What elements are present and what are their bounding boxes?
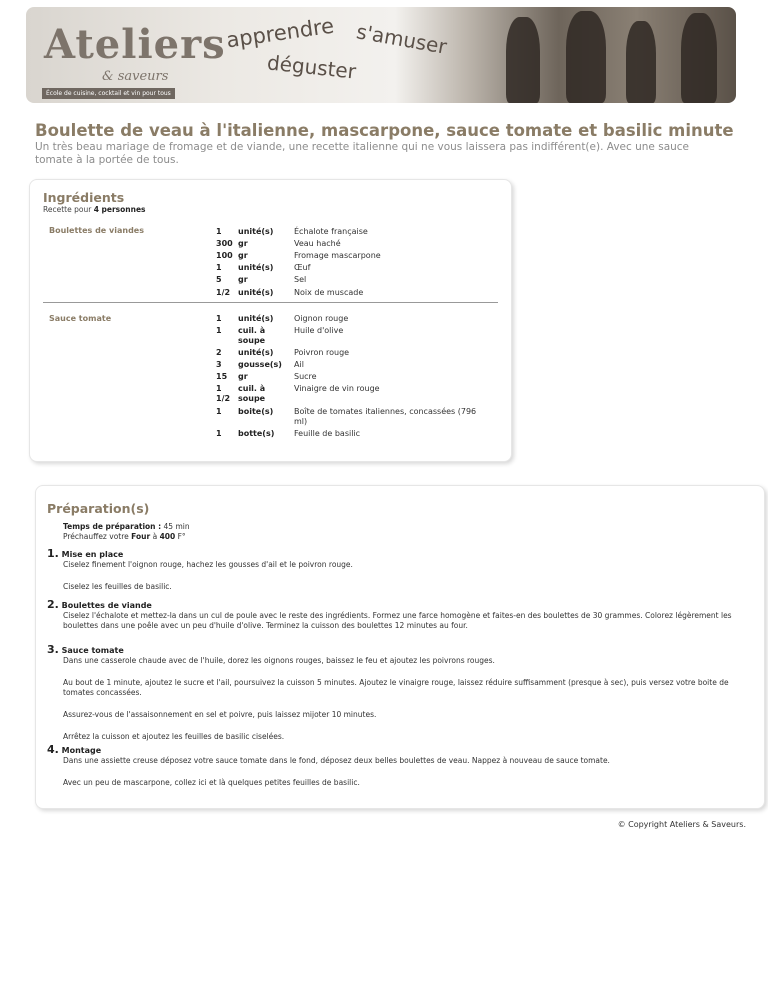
ingredient-qty: 1 <box>216 407 222 416</box>
prep-step-4 <box>47 744 737 788</box>
ingredient-unit: gr <box>238 275 248 284</box>
step-title: Boulettes de viande <box>61 601 152 610</box>
servings <box>43 205 146 214</box>
ingredient-name: Échalote française <box>294 227 368 236</box>
ingredient-name: Feuille de basilic <box>294 429 361 438</box>
ingredient-unit: cuil. à soupe <box>238 326 266 345</box>
ingredient-unit: boite(s) <box>238 407 274 416</box>
ingredient-unit: botte(s) <box>238 429 275 438</box>
copyright-notice: © Copyright Ateliers & Saveurs. <box>617 820 746 829</box>
logo-text: Ateliers <box>44 21 226 68</box>
ingredient-qty: 300 <box>216 239 233 248</box>
banner-word-apprendre: apprendre <box>224 13 336 53</box>
ingredient-name: Ail <box>294 360 304 369</box>
step-paragraph: Dans une assiette creuse déposez votre sauce tomate dans le fond, déposez deux belles boulettes de veau. Nappez à nouveau de sauce tomate. <box>63 756 610 765</box>
ingredient-qty: 1 <box>216 326 222 335</box>
ingredient-qty: 1 <box>216 227 222 236</box>
logo-subtitle: & saveurs <box>102 69 169 84</box>
step-number: 4. <box>47 743 59 756</box>
servings-prefix: Recette pour <box>43 205 92 214</box>
step-heading <box>47 744 737 756</box>
ingredient-unit: gr <box>238 251 248 260</box>
group-label-sauce-tomate: Sauce tomate <box>49 314 112 323</box>
prep-time-block <box>63 522 190 542</box>
step-paragraph: Ciselez finement l'oignon rouge, hachez les gousses d'ail et le poivron rouge. <box>63 560 353 569</box>
banner-word-deguster: déguster <box>265 50 358 84</box>
ingredient-qty: 1 <box>216 263 222 272</box>
ingredient-name: Poivron rouge <box>294 348 350 357</box>
step-title: Montage <box>61 746 102 755</box>
recipe-title: Boulette de veau à l'italienne, mascarpone, sauce tomate et basilic minute <box>35 121 734 140</box>
prep-step-1 <box>47 548 737 592</box>
step-paragraph: Dans une casserole chaude avec de l'huile, dorez les oignons rouges, baissez le feu et ajoutez les poivrons rouges. <box>63 656 495 665</box>
step-heading <box>47 644 737 656</box>
prep-step-3 <box>47 644 737 742</box>
preparation-panel <box>35 485 765 809</box>
ingredient-unit: unité(s) <box>238 348 274 357</box>
ingredient-unit: gousse(s) <box>238 360 282 369</box>
prep-time-value: 45 min <box>163 522 190 531</box>
ingredient-unit: cuil. à soupe <box>238 384 266 403</box>
ingredient-name: Œuf <box>294 263 311 272</box>
ingredients-panel <box>29 179 512 462</box>
group-label-boulettes: Boulettes de viandes <box>49 226 144 235</box>
step-heading <box>47 599 737 611</box>
step-number: 3. <box>47 643 59 656</box>
logo-tagline: École de cuisine, cocktail et vin pour tous <box>42 88 175 99</box>
step-paragraph: Ciselez les feuilles de basilic. <box>63 582 172 591</box>
step-paragraph: Avec un peu de mascarpone, collez ici et là quelques petites feuilles de basilic. <box>63 778 360 787</box>
preheat-appliance: Four <box>131 532 151 541</box>
ingredient-qty: 2 <box>216 348 222 357</box>
preparation-heading: Préparation(s) <box>47 501 150 516</box>
ingredient-name: Noix de muscade <box>294 288 364 297</box>
banner-photo-figure <box>626 21 656 103</box>
ingredient-name: Sucre <box>294 372 317 381</box>
ingredient-name: Vinaigre de vin rouge <box>294 384 380 393</box>
preheat-prefix: Préchauffez votre <box>63 532 129 541</box>
prep-time-label: Temps de préparation : <box>63 522 162 531</box>
step-paragraph: Au bout de 1 minute, ajoutez le sucre et l'ail, poursuivez la cuisson 5 minutes. Ajoutez le vinaigre rouge, laissez réduire suffisamment (presque à sec), puis versez votre boite de tomates concassées. <box>63 678 729 697</box>
step-number: 2. <box>47 598 59 611</box>
group-divider <box>43 302 498 303</box>
step-paragraph: Ciselez l'échalote et mettez-la dans un cul de poule avec le reste des ingrédients. Formez une farce homogène et faites-en des boulettes de 30 grammes. Colorez légèrement les boulettes dans une poêle avec un peu d'huile d'olive. Terminez la cuisson des boulettes 12 minutes au four. <box>63 611 732 630</box>
ingredient-unit: gr <box>238 372 248 381</box>
header-banner <box>26 7 736 103</box>
banner-photo-figure <box>681 13 717 103</box>
banner-word-samuser: s'amuser <box>354 19 449 59</box>
banner-photo-figure <box>506 17 540 103</box>
ingredient-qty: 5 <box>216 275 222 284</box>
ingredient-unit: unité(s) <box>238 288 274 297</box>
ingredient-qty: 15 <box>216 372 228 381</box>
ingredient-qty: 3 <box>216 360 222 369</box>
ingredient-name: Boîte de tomates italiennes, concassées (796 ml) <box>294 407 477 426</box>
ingredient-qty: 1 <box>216 429 222 438</box>
ingredients-heading: Ingrédients <box>43 190 125 205</box>
preheat-mid: à <box>152 532 158 541</box>
ingredient-name: Fromage mascarpone <box>294 251 381 260</box>
step-heading <box>47 548 737 560</box>
recipe-intro: Un très beau mariage de fromage et de viande, une recette italienne qui ne vous laissera pas indifférent(e). Avec une sauce tomate à la portée de tous. <box>35 141 690 166</box>
ingredient-qty: 1 <box>216 314 222 323</box>
preheat-temp: 400 <box>159 532 176 541</box>
ingredient-unit: unité(s) <box>238 227 274 236</box>
banner-photo-figure <box>566 11 606 103</box>
prep-step-2 <box>47 599 737 631</box>
preheat-unit: F° <box>177 532 186 541</box>
ingredient-unit: unité(s) <box>238 263 274 272</box>
step-title: Sauce tomate <box>61 646 124 655</box>
step-number: 1. <box>47 547 59 560</box>
ingredient-name: Oignon rouge <box>294 314 349 323</box>
ingredient-unit: gr <box>238 239 248 248</box>
ingredient-unit: unité(s) <box>238 314 274 323</box>
step-paragraph: Assurez-vous de l'assaisonnement en sel et poivre, puis laissez mijoter 10 minutes. <box>63 710 377 719</box>
servings-value: 4 personnes <box>93 205 146 214</box>
ingredient-name: Huile d'olive <box>294 326 344 335</box>
ingredient-qty: 1/2 <box>216 288 231 297</box>
ingredient-name: Sel <box>294 275 307 284</box>
step-title: Mise en place <box>61 550 124 559</box>
ingredient-qty: 1 1/2 <box>216 384 231 403</box>
ingredient-qty: 100 <box>216 251 233 260</box>
step-paragraph: Arrêtez la cuisson et ajoutez les feuilles de basilic ciselées. <box>63 732 285 741</box>
ingredient-name: Veau haché <box>294 239 341 248</box>
